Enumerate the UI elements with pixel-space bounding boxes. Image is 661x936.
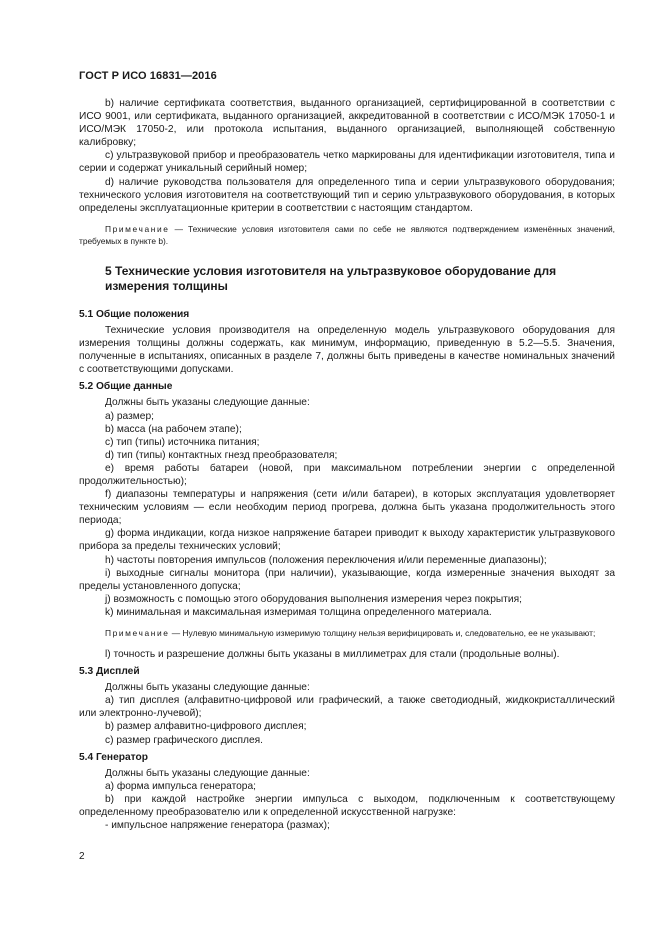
list-item: e) время работы батареи (новой, при максимальном потреблении энергии с определенной продолжительностью); [79,462,615,487]
list-item: b) размер алфавитно-цифрового дисплея; [105,721,307,733]
section-heading: 5 Технические условия изготовителя на ультразвуковое оборудование для измерения толщины [105,263,557,293]
list-item: a) размер; [105,410,154,422]
subsection-heading: 5.1 Общие положения [79,308,190,320]
paragraph: Должны быть указаны следующие данные: [105,767,310,779]
list-item: d) наличие руководства пользователя для определенного типа и серии ультразвукового оборудования; технического условия изготовителя на соответствующий тип и серию ультразвукового оборудования, в которых определены эксплуатационные критерии в соответствии с настоящим стандартом. [79,176,615,214]
list-item: b) при каждой настройке энергии импульса с выходом, подключенным к соответствующему определенному преобразователю или к определенной искусственной нагрузке: [79,793,615,819]
list-item: - импульсное напряжение генератора (размах); [105,820,330,832]
list-item: j) возможность с помощью этого оборудования выполнения измерения через покрытия; [105,593,522,605]
note-text: — Технические условия изготовителя сами по себе не являются подтверждением изменённых значений, требуемых в пункте b). [79,223,615,246]
list-item: a) тип дисплея (алфавитно-цифровой или графический, а также светодиодный, жидкокристаллический или электронно-лучевой); [79,695,615,720]
list-item: a) форма импульса генератора; [105,780,256,792]
list-item: b) наличие сертификата соответствия, выданного организацией, сертифицированной в соответствии с ИСО 9001, или сертификата, выданного организацией, аккредитованной в соответствии с ИСО/МЭК 17050-1 и ИСО/МЭК 17050-2, или протокола испытания, выданного организацией, выполняющей собственную калибровку; [79,98,615,149]
paragraph: Должны быть указаны следующие данные: [105,682,310,694]
list-item: c) ультразвуковой прибор и преобразователь четко маркированы для идентификации изготовителя, типа и серии и содержат уникальный серийный номер; [79,150,615,175]
running-header: ГОСТ Р ИСО 16831—2016 [79,70,217,82]
note-label: Примечание [105,223,170,234]
list-item: c) тип (типы) источника питания; [105,436,260,448]
list-item: g) форма индикации, когда низкое напряжение батареи приводит к выходу характеристик ультразвукового прибора за пределы технических условий; [79,528,615,553]
subsection-heading: 5.3 Дисплей [79,666,140,678]
paragraph: Технические условия производителя на определенную модель ультразвукового оборудования для измерения толщины должны содержать, как минимум, информацию, приведенную в 5.2—5.5. Значения, полученные в испытаниях, описанных в разделе 7, должны быть приведены в качестве номинальных значений с соответствующими допусками. [79,324,615,376]
list-item: f) диапазоны температуры и напряжения (сети и/или батареи), в которых эксплуатация удовлетворяет техническим условиям — если необходим период прогрева, должна быть указана продолжительность этого периода; [79,489,615,527]
list-item: d) тип (типы) контактных гнезд преобразователя; [105,449,338,461]
page-number: 2 [79,851,85,862]
subsection-heading: 5.2 Общие данные [79,381,173,393]
note [79,223,615,247]
page-content [79,97,615,832]
list-item: i) выходные сигналы монитора (при наличии), указывающие, когда измеренные значения выходят за пределы установленного допуска; [79,567,615,592]
list-item: b) масса (на рабочем этапе); [105,423,242,435]
list-item: c) размер графического дисплея. [105,734,263,746]
list-item: h) частоты повторения импульсов (положения переключения и/или переменные диапазоны); [105,554,547,566]
subsection-heading: 5.4 Генератор [79,751,148,763]
note-label: Примечание [105,628,170,638]
list-item: l) точность и разрешение должны быть указаны в миллиметрах для стали (продольные волны). [105,649,560,660]
paragraph: Должны быть указаны следующие данные: [105,397,310,409]
note [79,627,615,639]
note-text: — Нулевую минимальную измеримую толщину нельзя верифицировать и, следовательно, ее не указывают; [169,628,596,638]
list-item: k) минимальная и максимальная измеримая толщина определенного материала. [105,606,492,618]
